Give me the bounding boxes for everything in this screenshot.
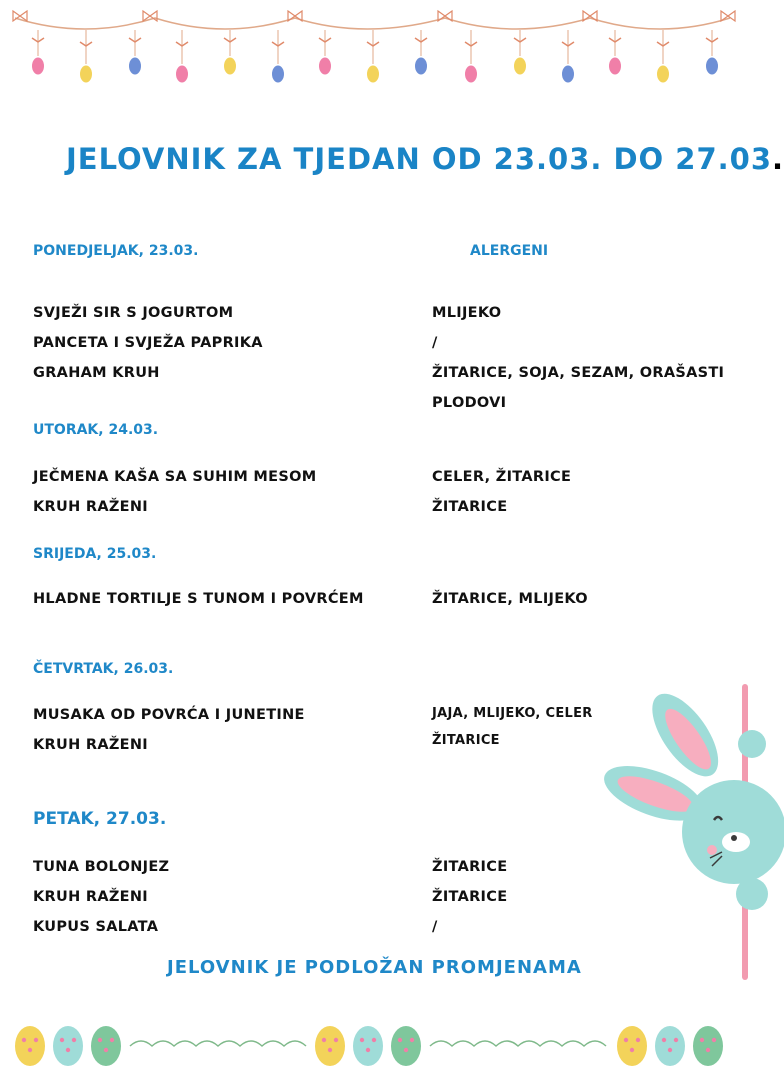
egg-dot [72,1038,76,1042]
easter-eggs-border [0,1018,764,1078]
meal-allergens: MLIJEKO [432,305,502,321]
egg-dot [712,1038,716,1042]
day-monday-label: PONEDJELJAK, 23.03. [33,243,199,259]
meal-name: KUPUS SALATA [33,919,159,935]
easter-egg-icon [367,66,379,83]
page-title: JELOVNIK ZA TJEDAN OD 23.03. DO 27.03. [66,142,784,176]
meal-allergens: / [432,335,438,351]
easter-egg-icon [415,58,427,75]
easter-egg-icon [353,1026,383,1066]
egg-dot [668,1048,672,1052]
egg-dot [34,1038,38,1042]
easter-egg-icon [609,58,621,75]
bow-icon [721,11,735,21]
egg-dot [328,1048,332,1052]
easter-egg-icon [465,66,477,83]
meal-name: PANCETA I SVJEŽA PAPRIKA [33,335,263,351]
easter-egg-icon [655,1026,685,1066]
meal-name: KRUH RAŽENI [33,889,148,905]
egg-dot [700,1038,704,1042]
vine-decoration [130,1041,306,1046]
day-tuesday-label: UTORAK, 24.03. [33,422,159,438]
easter-egg-icon [657,66,669,83]
easter-egg-icon [15,1026,45,1066]
egg-dot [674,1038,678,1042]
meal-allergens-continued: PLODOVI [432,395,507,411]
egg-dot [372,1038,376,1042]
meal-name: MUSAKA OD POVRĆA I JUNETINE [33,707,305,723]
egg-dot [410,1038,414,1042]
vine-decoration [430,1041,606,1046]
egg-dot [98,1038,102,1042]
meal-name: SVJEŽI SIR S JOGURTOM [33,305,234,321]
easter-egg-icon [91,1026,121,1066]
meal-name: KRUH RAŽENI [33,499,148,515]
easter-egg-icon [129,58,141,75]
egg-dot [28,1048,32,1052]
meal-allergens: / [432,919,438,935]
egg-dot [66,1048,70,1052]
meal-allergens: ŽITARICE [432,733,500,748]
easter-egg-icon [706,58,718,75]
easter-egg-icon [80,66,92,83]
easter-egg-icon [176,66,188,83]
garland-string [15,18,730,29]
egg-dot [662,1038,666,1042]
egg-dot [60,1038,64,1042]
meal-allergens: ŽITARICE, SOJA, SEZAM, ORAŠASTI [432,365,725,381]
easter-egg-icon [562,66,574,83]
easter-egg-icon [391,1026,421,1066]
meal-allergens: ŽITARICE [432,859,508,875]
egg-dot [104,1048,108,1052]
allergens-header: ALERGENI [470,243,549,259]
egg-dot [322,1038,326,1042]
egg-dot [22,1038,26,1042]
meal-allergens: ŽITARICE [432,499,508,515]
egg-dot [636,1038,640,1042]
easter-egg-icon [693,1026,723,1066]
egg-dot [334,1038,338,1042]
egg-dot [366,1048,370,1052]
easter-egg-icon [617,1026,647,1066]
bow-icon [583,11,597,21]
bow-icon [438,11,452,21]
meal-name: KRUH RAŽENI [33,737,148,753]
easter-egg-icon [32,58,44,75]
easter-egg-icon [514,58,526,75]
easter-egg-icon [315,1026,345,1066]
egg-dot [630,1048,634,1052]
peeking-bunny-illustration [594,682,764,982]
egg-dot [404,1048,408,1052]
meal-allergens: CELER, ŽITARICE [432,469,572,485]
meal-allergens: JAJA, MLIJEKO, CELER [432,706,593,721]
easter-egg-icon [53,1026,83,1066]
easter-egg-garland [0,0,764,95]
egg-dot [706,1048,710,1052]
egg-dot [624,1038,628,1042]
day-thursday-label: ČETVRTAK, 26.03. [33,661,174,677]
easter-egg-icon [319,58,331,75]
meal-name: JEČMENA KAŠA SA SUHIM MESOM [33,469,317,485]
egg-dot [398,1038,402,1042]
egg-dot [110,1038,114,1042]
bow-icon [288,11,302,21]
meal-allergens: ŽITARICE [432,889,508,905]
day-friday-label: PETAK, 27.03. [33,809,167,829]
day-wednesday-label: SRIJEDA, 25.03. [33,546,157,562]
easter-egg-icon [272,66,284,83]
meal-allergens: ŽITARICE, MLIJEKO [432,591,588,607]
menu-disclaimer: JELOVNIK JE PODLOŽAN PROMJENAMA [167,957,582,978]
meal-name: HLADNE TORTILJE S TUNOM I POVRĆEM [33,591,364,607]
easter-egg-icon [224,58,236,75]
meal-name: TUNA BOLONJEZ [33,859,170,875]
egg-dot [360,1038,364,1042]
meal-name: GRAHAM KRUH [33,365,160,381]
